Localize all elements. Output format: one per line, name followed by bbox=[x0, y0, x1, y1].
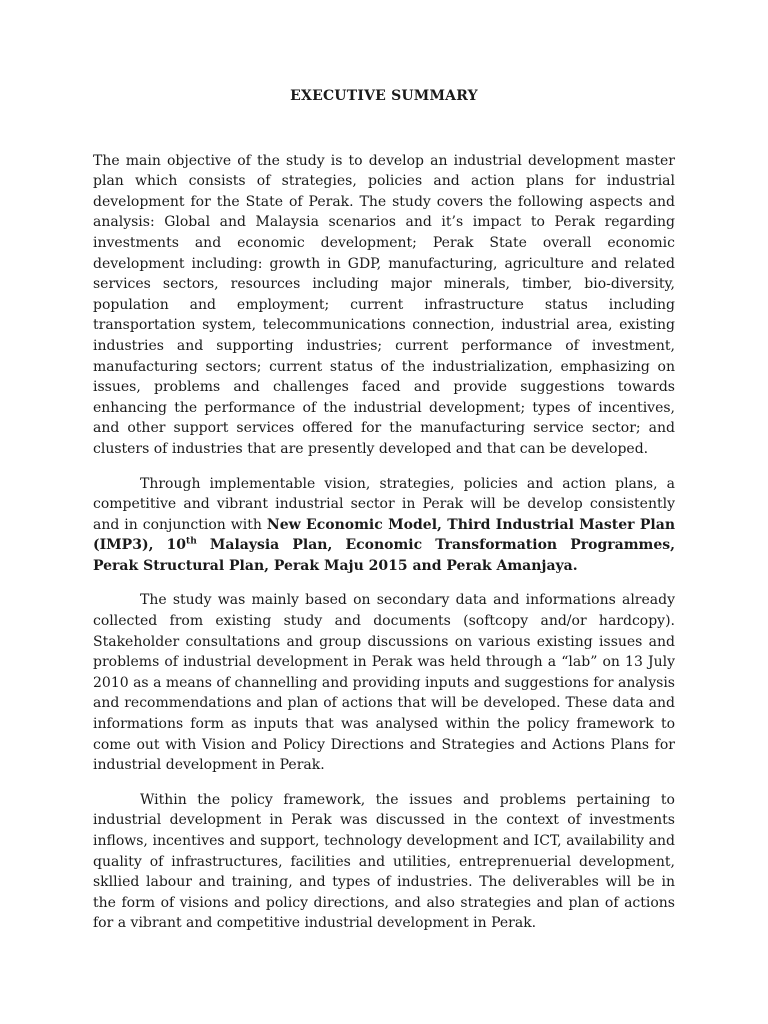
paragraph-objective: The main objective of the study is to develop an industrial development master plan which consists of strategies, policies and action plans for industrial development for the State of Perak. The study covers the following aspects and analysis: Global and Malaysia scenarios and it’s impact to Perak regarding investments and economic development; Perak State overall economic development including: growth in GDP, manufacturing, agriculture and related services sectors, resources including major minerals, timber, bio-diversity, population and employment; current infrastructure status including transportation system, telecommunications connection, industrial area, existing industries and supporting industries; current performance of investment, manufacturing sectors; current status of the industrialization, emphasizing on issues, problems and challenges faced and provide suggestions towards enhancing the performance of the industrial development; types of incentives, and other support services offered for the manufacturing service sector; and clusters of industries that are presently developed and that can be developed. bbox=[93, 152, 675, 457]
paragraph-vision-lead: Through implementable vision, strategies, policies and action plans, a competitive and vibrant industrial sector in Perak will be develop consistently and in conjunction with bbox=[93, 475, 675, 533]
paragraph-vision-plans-b: Malaysia Plan, Economic Transformation Programmes, Perak Structural Plan, Perak Maju 2015 and Perak Amanjaya. bbox=[93, 537, 675, 574]
paragraph-vision bbox=[93, 474, 675, 577]
document-page bbox=[93, 86, 675, 948]
paragraph-vision-plans-a: New Economic Model, Third Industrial Master Plan (IMP3), 10 bbox=[93, 516, 675, 554]
ordinal-suffix: th bbox=[186, 536, 197, 547]
page-title: EXECUTIVE SUMMARY bbox=[290, 88, 478, 104]
paragraph-policy-framework: Within the policy framework, the issues and problems pertaining to industrial development in Perak was discussed in the context of investments inflows, incentives and support, technology development and ICT, availability and quality of infrastructures, facilities and utilities, entreprenuerial development, skllied labour and training, and types of industries. The deliverables will be in the form of visions and policy directions, and also strategies and plan of actions for a vibrant and competitive industrial development in Perak. bbox=[93, 791, 675, 932]
paragraph-methodology: The study was mainly based on secondary data and informations already collected from existing study and documents (softcopy and/or hardcopy). Stakeholder consultations and group discussions on various existing issues and problems of industrial development in Perak was held through a “lab” on 13 July 2010 as a means of channelling and providing inputs and suggestions for analysis and recommendations and plan of actions that will be developed. These data and informations form as inputs that was analysed within the policy framework to come out with Vision and Policy Directions and Strategies and Actions Plans for industrial development in Perak. bbox=[93, 592, 675, 774]
